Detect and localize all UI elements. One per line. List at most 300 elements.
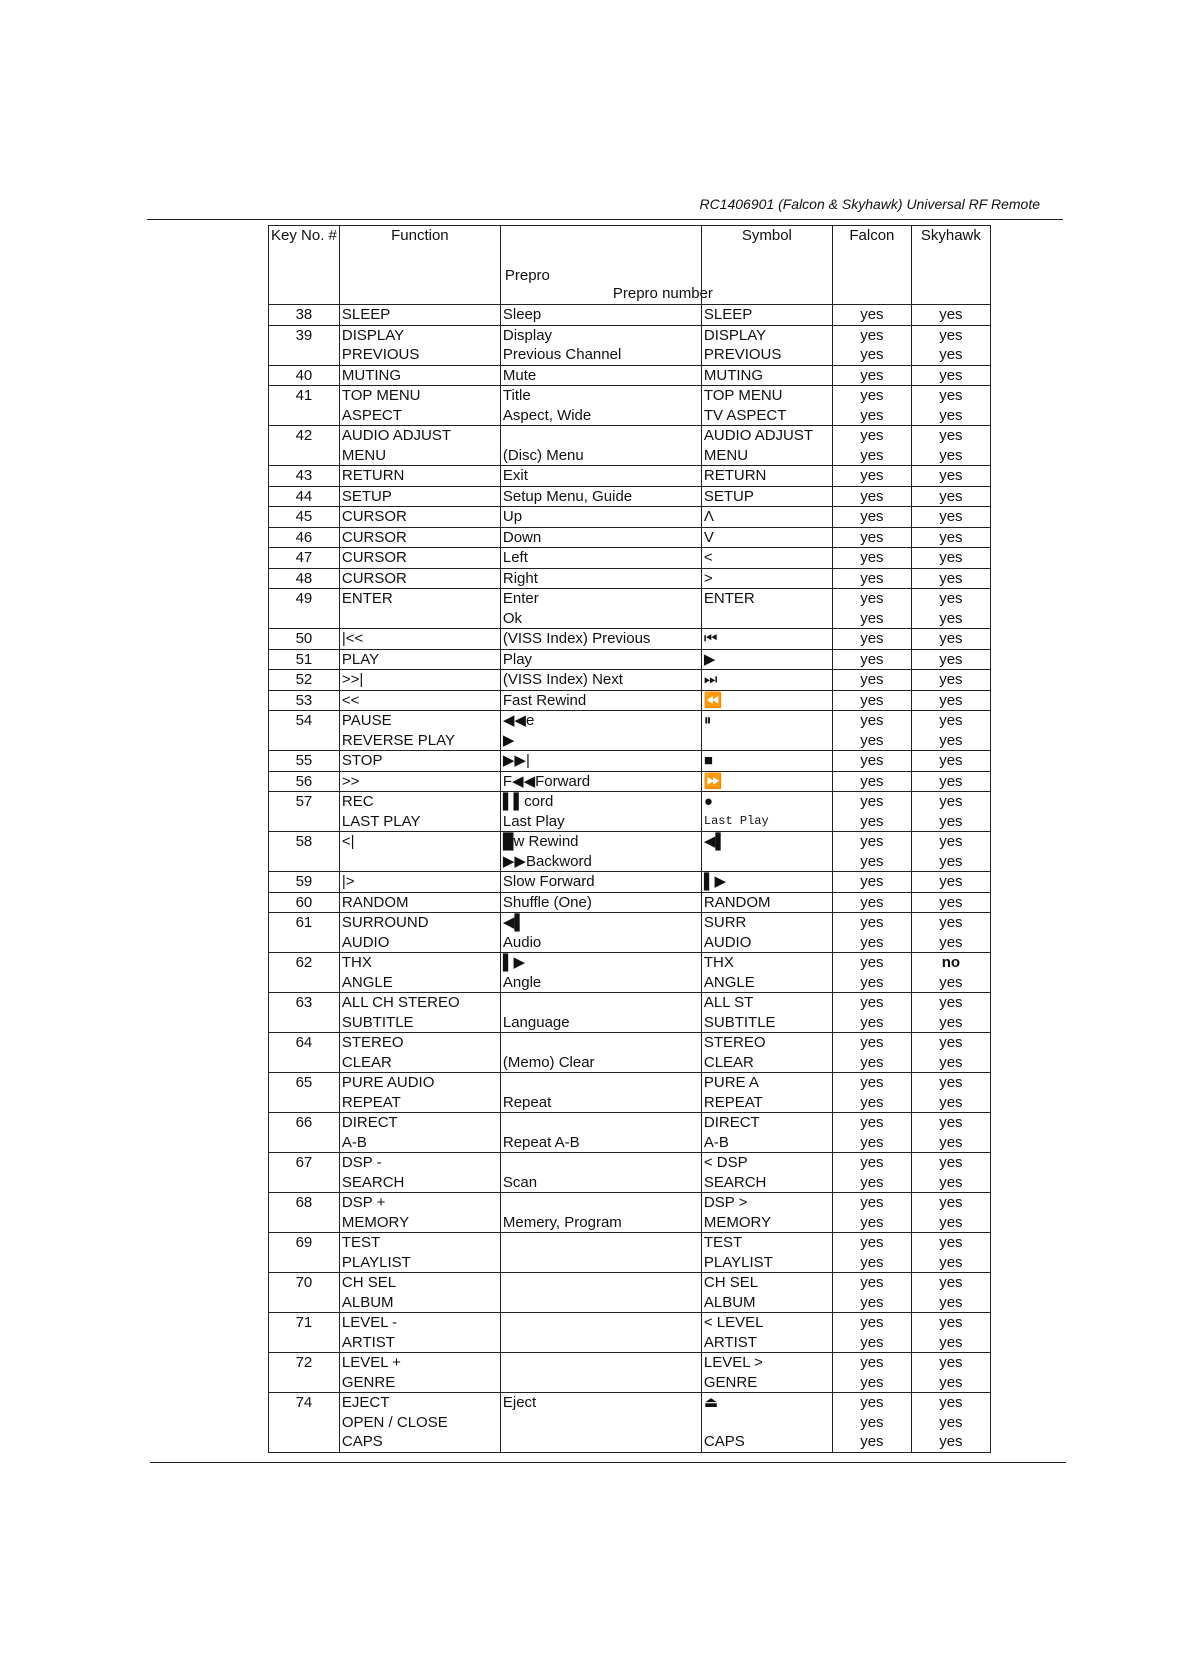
falcon-cell <box>832 629 911 650</box>
falcon-value: yes <box>860 1234 884 1251</box>
key-number-cell: 71 <box>269 1313 340 1353</box>
symbol-line: AUDIO <box>703 933 752 951</box>
skyhawk-value: yes <box>939 873 963 890</box>
table-row <box>269 913 991 953</box>
symbol-line <box>704 731 830 751</box>
key-number-cell: 44 <box>269 486 340 507</box>
prepro-cell <box>500 1033 701 1073</box>
skyhawk-value: yes <box>939 1293 963 1311</box>
header-skyhawk: Skyhawk <box>911 226 990 305</box>
table-row <box>269 548 991 569</box>
prepro-cell <box>500 568 701 589</box>
symbol-line: PURE A <box>703 1074 759 1091</box>
footer-rule <box>150 1462 1066 1463</box>
falcon-value: yes <box>860 914 884 931</box>
key-number-cell: 45 <box>269 507 340 528</box>
symbol-cell <box>701 1073 832 1113</box>
falcon-value: yes <box>860 1394 884 1411</box>
falcon-cell <box>832 548 911 569</box>
skyhawk-cell <box>911 892 990 913</box>
symbol-cell <box>701 365 832 386</box>
symbol-cell <box>701 711 832 751</box>
function-cell <box>339 690 500 711</box>
table-row <box>269 1313 991 1353</box>
function-line: STEREO <box>341 1034 404 1051</box>
prepro-cell <box>500 426 701 466</box>
table-row <box>269 365 991 386</box>
symbol-line: DSP > <box>703 1194 748 1211</box>
table-row <box>269 325 991 365</box>
symbol-line: SETUP <box>703 487 754 505</box>
falcon-cell <box>832 872 911 893</box>
table-body <box>269 305 991 1453</box>
skyhawk-value: yes <box>939 650 963 668</box>
table-row <box>269 589 991 629</box>
symbol-line: DISPLAY <box>703 326 767 344</box>
prepro-cell <box>500 832 701 872</box>
function-line: CLEAR <box>341 1053 392 1071</box>
function-line: MEMORY <box>341 1213 410 1231</box>
function-line: DSP - <box>341 1154 382 1171</box>
prepro-cell <box>500 670 701 691</box>
prepro-line <box>503 1413 699 1433</box>
function-line: ASPECT <box>341 406 402 424</box>
symbol-cell <box>701 953 832 993</box>
falcon-value: yes <box>860 650 884 668</box>
symbol-line: REPEAT <box>703 1093 763 1111</box>
prepro-cell <box>500 386 701 426</box>
falcon-value: yes <box>860 1333 884 1351</box>
prepro-line: Previous Channel <box>502 346 622 363</box>
document-header-title: RC1406901 (Falcon & Skyhawk) Universal RF Remote <box>699 196 1040 212</box>
prepro-cell <box>500 466 701 487</box>
symbol-cell <box>701 568 832 589</box>
falcon-value: yes <box>860 731 884 749</box>
function-line: >>| <box>341 671 364 688</box>
symbol-line: MENU <box>703 446 749 464</box>
prepro-cell <box>500 690 701 711</box>
falcon-value: yes <box>860 366 884 384</box>
prepro-cell <box>500 629 701 650</box>
symbol-line: CH SEL <box>703 1274 759 1291</box>
prepro-line <box>503 1253 699 1273</box>
prepro-line: Repeat A-B <box>502 1133 580 1151</box>
falcon-value: yes <box>860 1373 884 1391</box>
prepro-cell <box>500 1193 701 1233</box>
falcon-cell <box>832 993 911 1033</box>
table-row <box>269 1393 991 1453</box>
header-key-label: Key No. # <box>271 227 337 244</box>
function-line: REC <box>341 793 374 810</box>
table-row <box>269 751 991 772</box>
function-line: CURSOR <box>341 549 407 566</box>
falcon-cell <box>832 1273 911 1313</box>
prepro-cell <box>500 892 701 913</box>
function-line: PREVIOUS <box>341 346 420 363</box>
function-line: |<< <box>341 630 364 647</box>
table-row <box>269 649 991 670</box>
function-line <box>342 852 498 872</box>
falcon-value: yes <box>860 1433 884 1450</box>
symbol-line: SUBTITLE <box>703 1013 776 1031</box>
table-row <box>269 953 991 993</box>
prepro-cell <box>500 792 701 832</box>
falcon-value: yes <box>860 630 884 647</box>
skyhawk-value: yes <box>939 1433 963 1450</box>
symbol-cell <box>701 792 832 832</box>
prepro-line: Enter <box>502 590 539 607</box>
table-row <box>269 1033 991 1073</box>
falcon-value: yes <box>860 306 884 323</box>
header-prepro-label: Prepro <box>504 267 550 284</box>
symbol-cell <box>701 751 832 772</box>
skyhawk-value: yes <box>939 1253 963 1271</box>
symbol-cell <box>701 1113 832 1153</box>
key-number-cell: 40 <box>269 365 340 386</box>
falcon-cell <box>832 568 911 589</box>
table-row <box>269 690 991 711</box>
skyhawk-cell <box>911 913 990 953</box>
skyhawk-value: yes <box>939 366 963 384</box>
skyhawk-cell <box>911 386 990 426</box>
table-row <box>269 1153 991 1193</box>
symbol-line: MEMORY <box>703 1213 772 1231</box>
symbol-line: PLAYLIST <box>703 1253 773 1271</box>
falcon-value: yes <box>860 1354 884 1371</box>
function-line: A-B <box>341 1133 367 1151</box>
function-cell <box>339 751 500 772</box>
key-number-cell: 54 <box>269 711 340 751</box>
function-cell <box>339 993 500 1033</box>
prepro-line: Left <box>502 549 528 566</box>
function-line: CURSOR <box>341 569 407 587</box>
function-cell <box>339 1233 500 1273</box>
skyhawk-value: yes <box>939 1213 963 1231</box>
prepro-cell <box>500 751 701 772</box>
function-line <box>342 609 498 629</box>
skyhawk-value: yes <box>939 852 963 870</box>
prepro-line <box>503 1113 699 1133</box>
function-line: ARTIST <box>341 1333 395 1351</box>
symbol-line: ⏮ <box>703 630 718 647</box>
symbol-line: A-B <box>703 1133 729 1151</box>
prepro-cell <box>500 305 701 326</box>
skyhawk-value: yes <box>939 467 963 484</box>
skyhawk-cell <box>911 365 990 386</box>
symbol-line: Last Play <box>703 813 769 828</box>
falcon-cell <box>832 486 911 507</box>
falcon-value: yes <box>860 994 884 1011</box>
prepro-cell <box>500 711 701 751</box>
function-line: LEVEL + <box>341 1354 401 1371</box>
falcon-cell <box>832 365 911 386</box>
symbol-cell <box>701 589 832 629</box>
symbol-cell <box>701 629 832 650</box>
skyhawk-value: yes <box>939 1133 963 1151</box>
function-line: CAPS <box>341 1433 383 1450</box>
function-cell <box>339 711 500 751</box>
function-cell <box>339 1193 500 1233</box>
prepro-line: (Memo) Clear <box>502 1053 595 1071</box>
falcon-value: yes <box>860 852 884 870</box>
function-cell <box>339 1073 500 1113</box>
prepro-line: Last Play <box>502 812 565 830</box>
falcon-value: yes <box>860 691 884 709</box>
prepro-line <box>503 1333 699 1353</box>
prepro-cell <box>500 1233 701 1273</box>
falcon-cell <box>832 1033 911 1073</box>
prepro-line: █w Rewind <box>502 833 579 850</box>
table-row <box>269 792 991 832</box>
skyhawk-value: yes <box>939 893 963 911</box>
symbol-cell <box>701 1393 832 1453</box>
prepro-line <box>503 1373 699 1393</box>
function-line: TEST <box>341 1234 381 1251</box>
falcon-cell <box>832 711 911 751</box>
falcon-value: yes <box>860 1413 884 1431</box>
key-number-cell: 59 <box>269 872 340 893</box>
symbol-line: TOP MENU <box>703 387 783 404</box>
falcon-cell <box>832 325 911 365</box>
skyhawk-value: yes <box>939 590 963 607</box>
falcon-cell <box>832 386 911 426</box>
function-line: DIRECT <box>341 1114 398 1131</box>
prepro-cell <box>500 325 701 365</box>
skyhawk-value: yes <box>939 1194 963 1211</box>
prepro-line <box>503 1313 699 1333</box>
table-row <box>269 670 991 691</box>
function-cell <box>339 365 500 386</box>
symbol-line: ARTIST <box>703 1333 757 1351</box>
skyhawk-value: yes <box>939 691 963 709</box>
prepro-cell <box>500 1313 701 1353</box>
function-cell <box>339 1353 500 1393</box>
table-row <box>269 305 991 326</box>
prepro-line: ◀▌ <box>502 914 526 931</box>
function-line: ALBUM <box>341 1293 394 1311</box>
function-cell <box>339 589 500 629</box>
prepro-line: (Disc) Menu <box>502 446 584 464</box>
function-line: MUTING <box>341 366 402 384</box>
skyhawk-cell <box>911 507 990 528</box>
falcon-value: yes <box>860 712 884 729</box>
symbol-cell <box>701 1233 832 1273</box>
skyhawk-value: yes <box>939 1314 963 1331</box>
skyhawk-value: yes <box>939 306 963 323</box>
function-line: ALL CH STEREO <box>341 994 460 1011</box>
table-row <box>269 1353 991 1393</box>
falcon-value: yes <box>860 812 884 830</box>
skyhawk-cell <box>911 1073 990 1113</box>
key-number-cell: 41 <box>269 386 340 426</box>
function-cell <box>339 872 500 893</box>
function-cell <box>339 386 500 426</box>
falcon-value: yes <box>860 1093 884 1111</box>
falcon-cell <box>832 690 911 711</box>
falcon-cell <box>832 1193 911 1233</box>
falcon-value: yes <box>860 467 884 484</box>
prepro-line: Ok <box>502 609 523 627</box>
prepro-cell <box>500 872 701 893</box>
falcon-cell <box>832 589 911 629</box>
skyhawk-cell <box>911 568 990 589</box>
skyhawk-value: yes <box>939 914 963 931</box>
table-row <box>269 1233 991 1273</box>
skyhawk-value: yes <box>939 528 963 546</box>
prepro-line <box>503 993 699 1013</box>
prepro-line <box>503 1193 699 1213</box>
prepro-cell <box>500 1113 701 1153</box>
key-number-cell: 69 <box>269 1233 340 1273</box>
falcon-value: yes <box>860 326 884 344</box>
symbol-cell <box>701 913 832 953</box>
prepro-line: Repeat <box>502 1093 552 1111</box>
symbol-line: ■ <box>703 752 713 769</box>
function-line: RETURN <box>341 467 405 484</box>
falcon-value: yes <box>860 1213 884 1231</box>
skyhawk-value: yes <box>939 387 963 404</box>
skyhawk-value: yes <box>939 1373 963 1391</box>
falcon-value: yes <box>860 609 884 627</box>
prepro-cell <box>500 527 701 548</box>
falcon-cell <box>832 1073 911 1113</box>
skyhawk-cell <box>911 1033 990 1073</box>
function-line: TOP MENU <box>341 387 421 404</box>
symbol-cell <box>701 690 832 711</box>
skyhawk-cell <box>911 751 990 772</box>
falcon-value: yes <box>860 1194 884 1211</box>
falcon-cell <box>832 1313 911 1353</box>
falcon-value: yes <box>860 793 884 810</box>
prepro-line: Audio <box>502 933 542 951</box>
table-row <box>269 993 991 1033</box>
function-line: SEARCH <box>341 1173 405 1191</box>
function-cell <box>339 953 500 993</box>
symbol-line: < <box>703 549 713 566</box>
function-line: ENTER <box>341 590 393 607</box>
skyhawk-value: yes <box>939 752 963 769</box>
skyhawk-value: yes <box>939 671 963 688</box>
skyhawk-cell <box>911 1153 990 1193</box>
prepro-cell <box>500 548 701 569</box>
table-row <box>269 386 991 426</box>
falcon-value: yes <box>860 1173 884 1191</box>
skyhawk-cell <box>911 426 990 466</box>
skyhawk-value: yes <box>939 1394 963 1411</box>
function-line: AUDIO ADJUST <box>341 427 452 444</box>
falcon-cell <box>832 670 911 691</box>
skyhawk-value: yes <box>939 609 963 627</box>
symbol-cell <box>701 1353 832 1393</box>
symbol-line: PREVIOUS <box>703 346 782 363</box>
prepro-line: ▶▶Backword <box>502 852 592 870</box>
symbol-cell <box>701 486 832 507</box>
symbol-line: ANGLE <box>703 973 755 991</box>
table-row <box>269 1193 991 1233</box>
falcon-value: yes <box>860 973 884 991</box>
skyhawk-value: yes <box>939 772 963 790</box>
prepro-line: Down <box>502 528 542 546</box>
falcon-cell <box>832 1353 911 1393</box>
function-cell <box>339 1113 500 1153</box>
symbol-line: DIRECT <box>703 1114 760 1131</box>
symbol-cell <box>701 872 832 893</box>
symbol-line: CAPS <box>703 1433 745 1450</box>
function-cell <box>339 1393 500 1453</box>
symbol-line: ▌▶ <box>703 873 727 890</box>
function-line: STOP <box>341 752 383 769</box>
function-cell <box>339 325 500 365</box>
symbol-cell <box>701 527 832 548</box>
table-row <box>269 426 991 466</box>
skyhawk-value: yes <box>939 933 963 951</box>
prepro-line: Angle <box>502 973 542 991</box>
function-line: AUDIO <box>341 933 390 951</box>
function-line: REPEAT <box>341 1093 401 1111</box>
key-number-cell: 49 <box>269 589 340 629</box>
symbol-cell <box>701 386 832 426</box>
prepro-line: Setup Menu, Guide <box>502 487 633 505</box>
key-number-cell: 43 <box>269 466 340 487</box>
symbol-line: STEREO <box>703 1034 766 1051</box>
skyhawk-value: yes <box>939 569 963 587</box>
function-cell <box>339 1273 500 1313</box>
symbol-line: ● <box>703 793 713 810</box>
skyhawk-value: yes <box>939 1114 963 1131</box>
function-cell <box>339 548 500 569</box>
table-row <box>269 892 991 913</box>
table-row <box>269 1113 991 1153</box>
skyhawk-cell <box>911 305 990 326</box>
falcon-cell <box>832 913 911 953</box>
skyhawk-value: yes <box>939 1013 963 1031</box>
falcon-value: yes <box>860 346 884 363</box>
falcon-cell <box>832 1233 911 1273</box>
symbol-line: SLEEP <box>703 306 753 323</box>
skyhawk-cell <box>911 548 990 569</box>
function-line: RANDOM <box>341 893 409 911</box>
symbol-cell <box>701 325 832 365</box>
prepro-line: Display <box>502 326 553 344</box>
table-row <box>269 568 991 589</box>
symbol-line: ⏸ <box>703 712 712 729</box>
prepro-line: Shuffle (One) <box>502 893 592 911</box>
function-line: LEVEL - <box>341 1314 398 1331</box>
skyhawk-cell <box>911 649 990 670</box>
function-line: >> <box>341 772 360 790</box>
symbol-line: < LEVEL <box>703 1314 764 1331</box>
prepro-line: ▌▌cord <box>502 793 554 810</box>
symbol-line: CLEAR <box>703 1053 754 1071</box>
symbol-line: LEVEL > <box>703 1354 763 1371</box>
prepro-line: Right <box>502 569 538 587</box>
symbol-cell <box>701 548 832 569</box>
skyhawk-value: yes <box>939 712 963 729</box>
function-line: EJECT <box>341 1394 390 1411</box>
symbol-line: ⏪ <box>703 691 723 709</box>
skyhawk-cell <box>911 1233 990 1273</box>
skyhawk-value: yes <box>939 346 963 363</box>
key-number-cell: 67 <box>269 1153 340 1193</box>
skyhawk-cell <box>911 1273 990 1313</box>
skyhawk-value: yes <box>939 446 963 464</box>
function-cell <box>339 913 500 953</box>
prepro-cell <box>500 953 701 993</box>
symbol-line: THX <box>703 954 734 971</box>
symbol-cell <box>701 466 832 487</box>
prepro-line: Play <box>502 650 533 668</box>
skyhawk-cell <box>911 711 990 751</box>
